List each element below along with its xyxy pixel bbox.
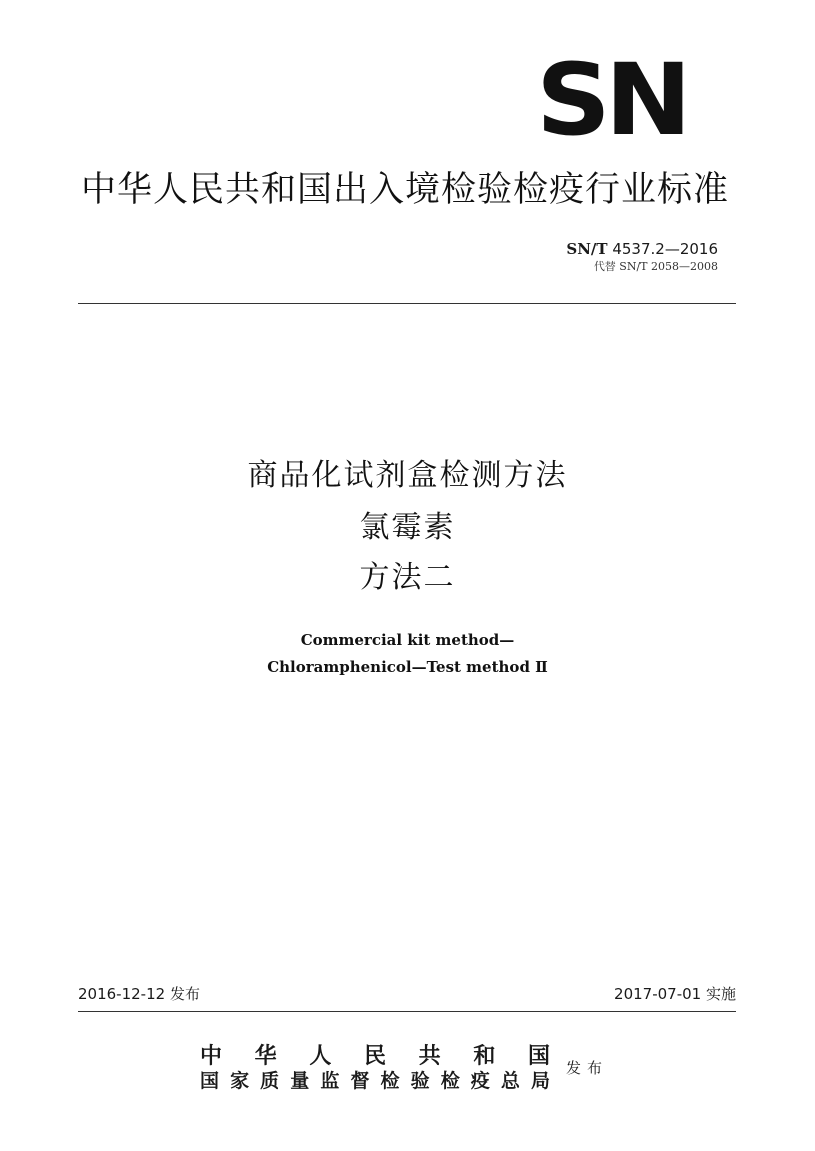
standard-code: SN/T <box>566 240 608 258</box>
bottom-divider <box>78 1011 736 1012</box>
english-title-line-1: Commercial kit method— <box>300 631 515 649</box>
issuer-agency: 国家质量监督检验检疫总局 <box>200 1070 550 1092</box>
english-title-line-2: Chloramphenicol—Test method Ⅱ <box>267 658 548 676</box>
title-line-2: 氯霉素 <box>359 510 456 545</box>
issuer-country: 中 华 人 民 共 和 国 <box>200 1043 550 1069</box>
standard-num: 4537.2—2016 <box>612 240 718 258</box>
org-title: 中华人民共和国出入境检验检疫行业标准 <box>80 170 729 210</box>
issue-date: 2016-12-12 发布 <box>78 985 200 1003</box>
effective-date: 2017-07-01 实施 <box>614 985 736 1003</box>
replaces-standard: 代替 SN/T 2058—2008 <box>593 260 718 273</box>
publish-label: 发布 <box>566 1059 609 1077</box>
title-line-3: 方法二 <box>359 560 456 595</box>
title-line-1: 商品化试剂盒检测方法 <box>247 458 568 493</box>
standard-number <box>566 240 718 258</box>
sn-logo: SN <box>536 41 686 158</box>
top-divider <box>78 303 736 304</box>
